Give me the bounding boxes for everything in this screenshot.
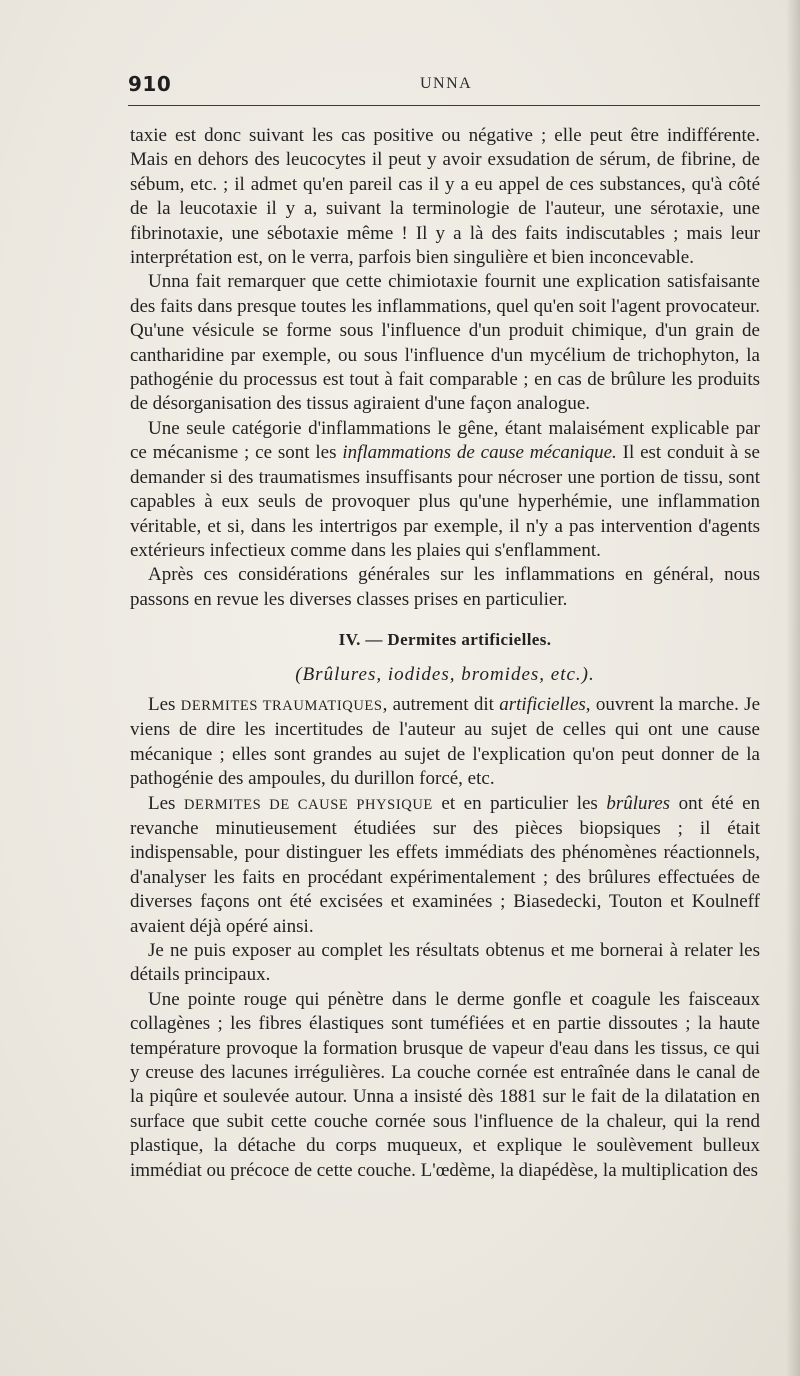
paragraph-3	[130, 417, 760, 563]
paragraph-5-text-c: , ouvrent la marche. Je viens de dire les incertitudes de l'auteur au sujet de celles qui ont une cause mécanique ; elles sont grandes au sujet de l'explication qu'on peut donner de la pathogénie des ampoules, du durillon forcé, etc.	[130, 693, 761, 790]
paragraph-5-italic: artificielles	[499, 693, 586, 715]
section-heading: IV. — Dermites artificielles.	[338, 630, 552, 650]
paragraph-6-italic: brûlures	[606, 792, 671, 814]
paragraph-5-text-b: , autrement dit	[382, 693, 500, 715]
paragraph-1: taxie est donc suivant les cas positive ou négative ; elle peut être indifférente. Mais en dehors des leucocytes il peut y avoir exsudation de sérum, de fibrine, de sébum, etc. ; il admet qu'en pareil cas il y a eu appel de ces substances, qu'à côté de la leucotaxie il y a, suivant la terminologie de l'auteur, une sérotaxie, une fibrinotaxie, une sébotaxie même ! Il y a là des faits indiscutables ; mais leur interprétation est, on le verra, parfois bien singulière et bien inconcevable.	[130, 125, 760, 269]
paragraph-5-text-a: Les	[148, 693, 181, 715]
paragraph-4: Après ces considérations générales sur les inflammations en général, nous passons en revue les diverses classes prises en particulier.	[130, 564, 760, 610]
paragraph-6-text-b: et en particulier les	[432, 792, 607, 814]
paragraph-8: Une pointe rouge qui pénètre dans le derme gonfle et coagule les faisceaux collagènes ; les fibres élastiques sont tuméfiées et en partie dissoutes ; la haute température provoque la formation brusque de vapeur d'eau dans les tissus, ce qui y creuse des lacunes irrégulières. La couche cornée est entraînée dans le canal de la piqûre et soulevée autour. Unna a insisté dès 1881 sur le fait de la dilatation en surface que subit cette couche cornée sous l'influence de la chaleur, qui la rend plastique, la détache du corps muqueux, et explique le soulèvement bulleux immédiat ou précoce de cette couche. L'œdème, la diapédèse, la multiplication des	[130, 988, 760, 1181]
paragraph-5	[130, 693, 760, 792]
paragraph-6-text-a: Les	[148, 792, 184, 814]
paragraph-7: Je ne puis exposer au complet les résultats obtenus et me bornerai à relater les détails principaux.	[130, 940, 760, 986]
paragraph-6	[130, 792, 760, 939]
page-header	[128, 72, 760, 102]
paragraph-3-italic: inflammations de cause mécanique.	[342, 442, 617, 464]
paragraph-6-text-c: ont été en revanche minutieusement étudiées sur des pièces biopsiques ; il était indispensable, pour distinguer les effets immédiats des phénomènes réactionnels, d'analyser les faits en procédant expérimentalement ; des brûlures effectuées de diverses façons ont été excisées et examinées ; Biasedecki, Touton et Koulneff avaient déjà opéré ainsi.	[130, 792, 760, 937]
page-edge-shadow	[786, 0, 800, 1376]
paragraph-3-text-b: Il est conduit à se demander si des traumatismes insuffisants pour nécroser une portion de tissu, sont capables à eux seuls de provoquer plus qu'une hyperhémie, une inflammation véritable, et si, dans les intertrigos par exemple, il n'y a pas intervention d'agents extérieurs infectieux comme dans les plaies qui s'enflamment.	[130, 442, 760, 561]
running-title: UNNA	[420, 75, 473, 92]
page-number: 910	[128, 72, 172, 96]
paragraph-5-smallcaps: DERMITES TRAUMATIQUES	[180, 697, 383, 714]
header-rule	[128, 105, 760, 106]
section-subheading: (Brûlures, iodides, bromides, etc.).	[295, 663, 595, 685]
paragraph-6-smallcaps: DERMITES DE CAUSE PHYSIQUE	[183, 796, 433, 813]
body-text	[130, 124, 760, 1183]
paragraph-3-text-a: Une seule catégorie d'inflammations le gêne, étant malaisément explicable par ce mécanisme ; ce sont les	[130, 417, 760, 464]
paragraph-2: Unna fait remarquer que cette chimiotaxie fournit une explication satisfaisante des faits dans presque toutes les inflammations, quel qu'en soit l'agent provocateur. Qu'une vésicule se forme sous l'influence d'un produit chimique, d'un grain de cantharidine par exemple, ou sous l'influence d'un mycélium de trichophyton, la pathogénie du processus est tout à fait comparable ; en cas de brûlure les produits de désorganisation des tissus agiraient d'une façon analogue.	[130, 271, 761, 415]
